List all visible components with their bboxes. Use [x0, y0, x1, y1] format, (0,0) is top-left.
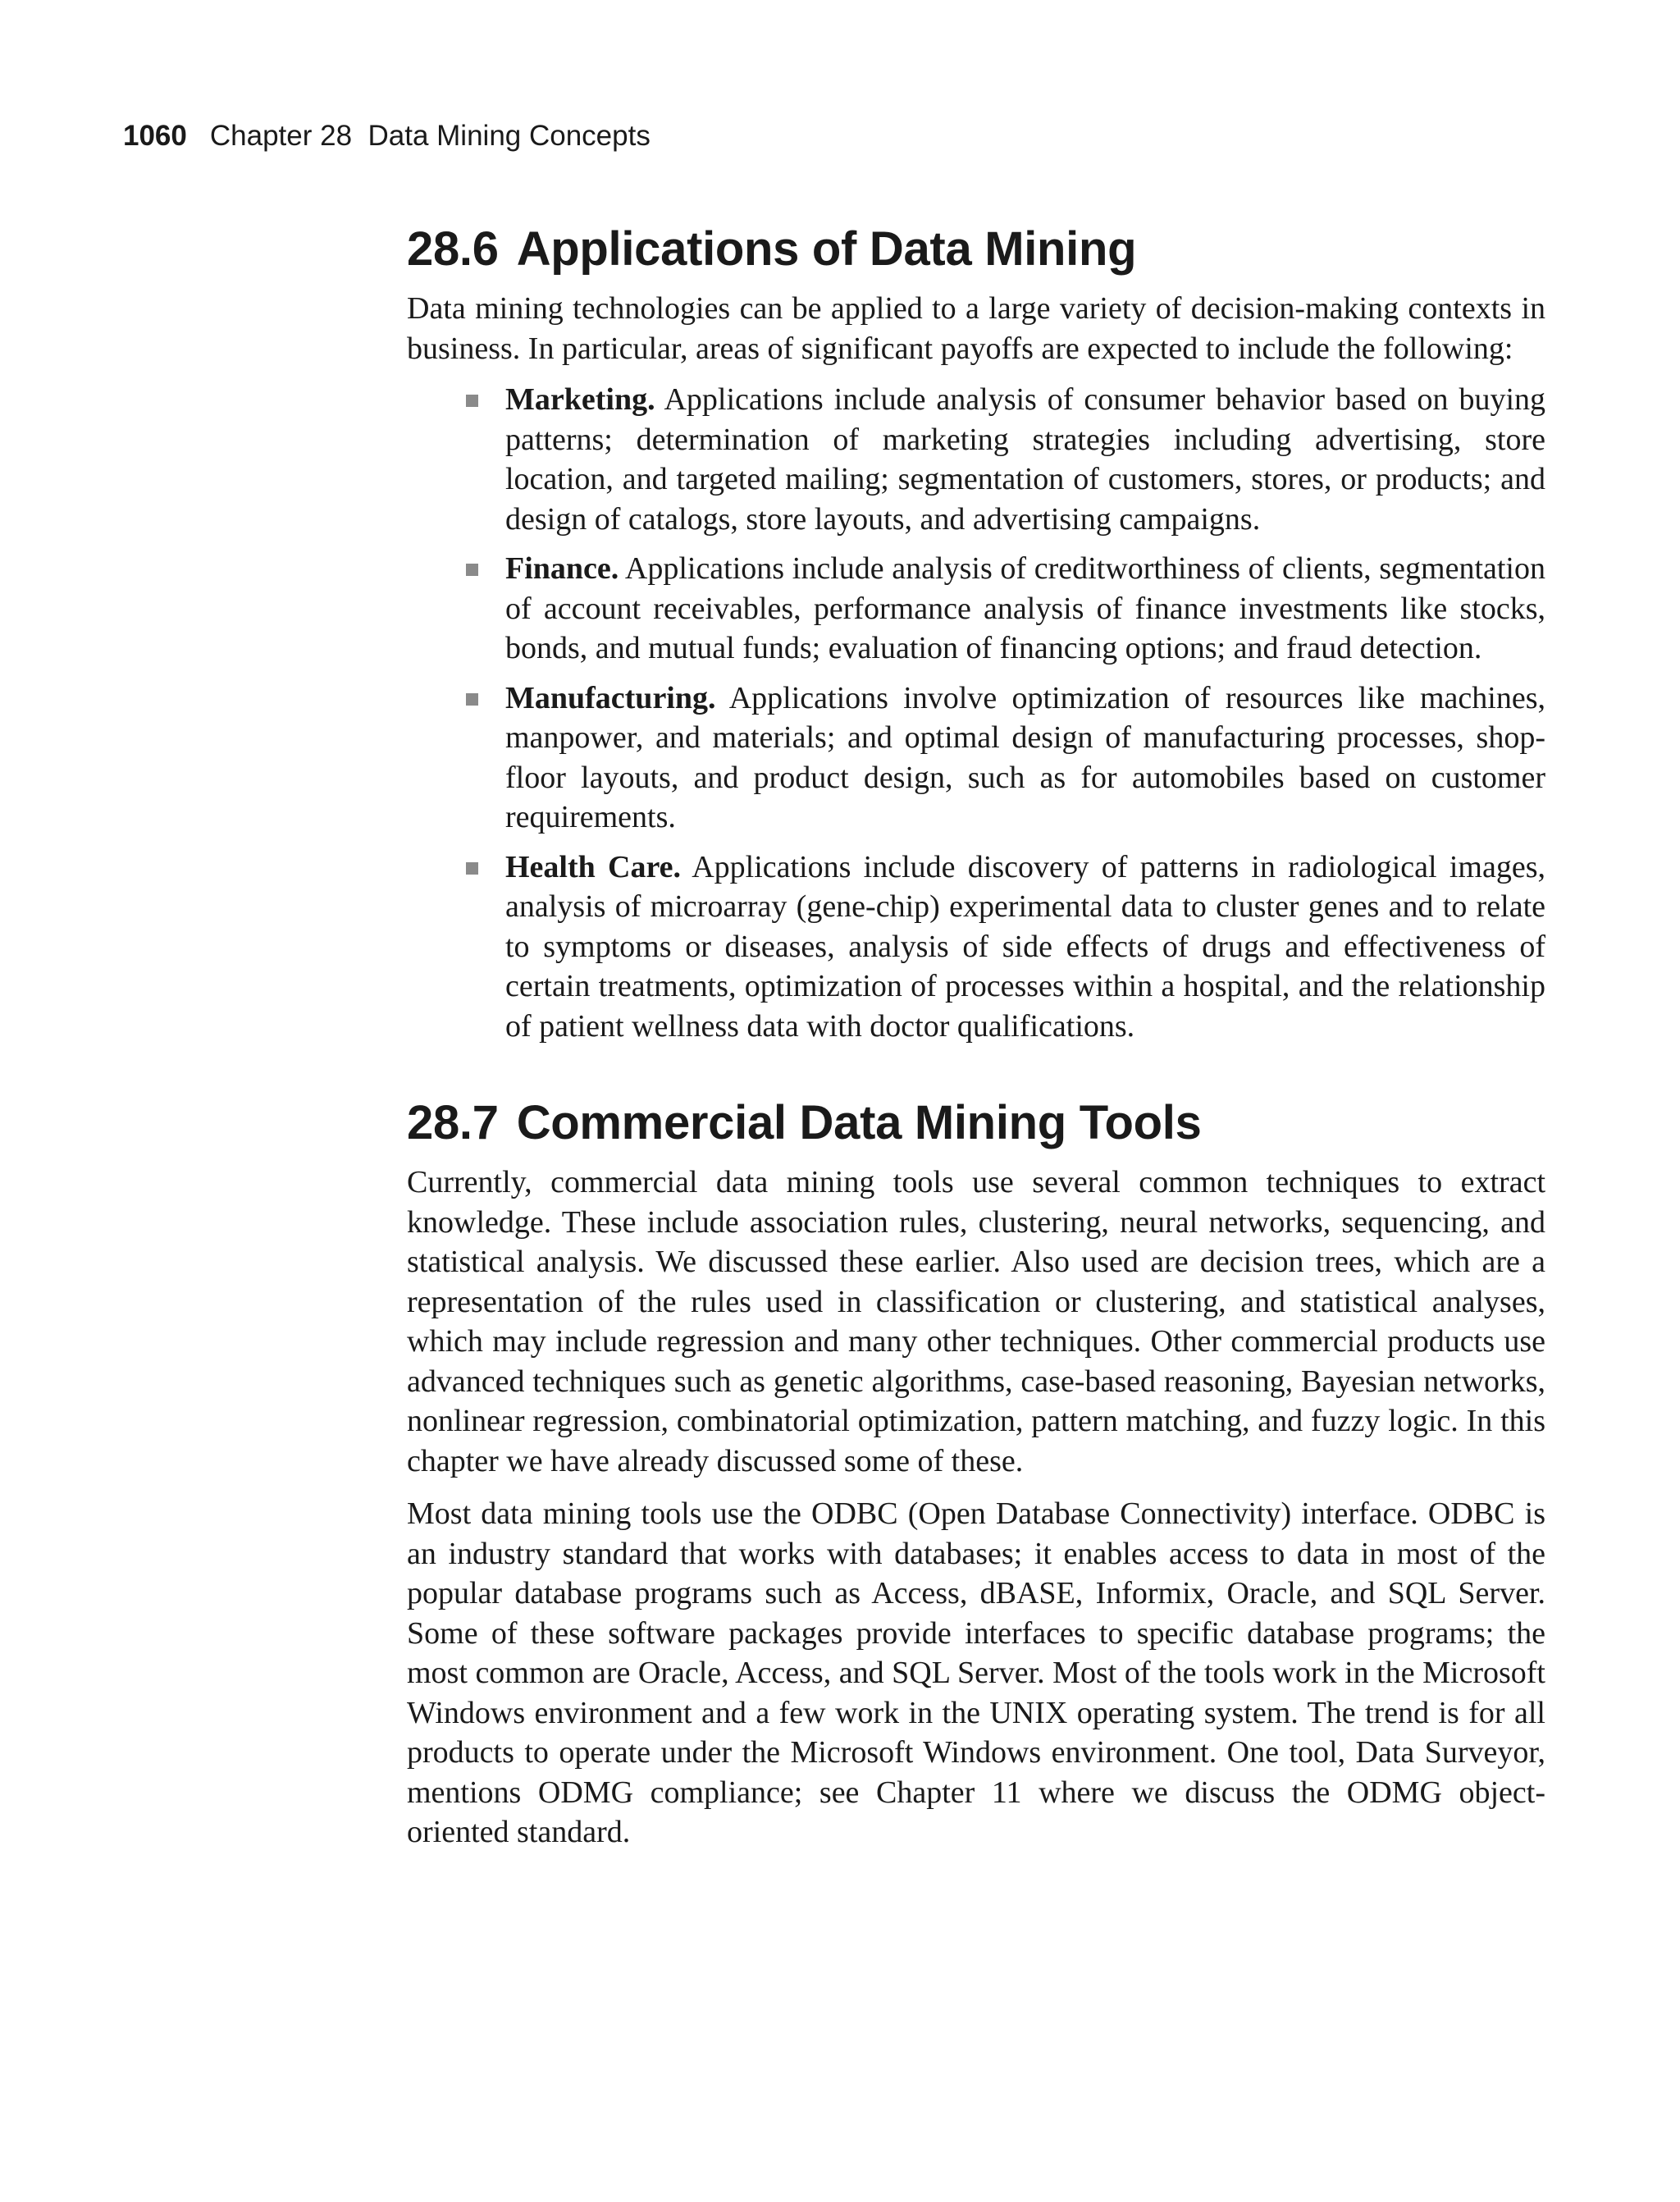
section-heading-28-6 [407, 218, 1545, 281]
section-title: Applications of Data Mining [516, 222, 1137, 276]
list-item [505, 678, 1545, 838]
list-item-term: Marketing. [505, 382, 655, 417]
body-paragraph: Currently, commercial data mining tools use several common techniques to extract knowledge. These include association rules, clustering, neural networks, sequencing, and statistical analysis. We discussed these earlier. Also used are decision trees, which are a representation of the rules used in classification or clustering, and statistical analyses, which may include regression and many other techniques. Other commercial products use advanced techniques such as genetic algorithms, case-based reasoning, Bayesian networks, nonlinear regression, combinatorial optimization, pattern matching, and fuzzy logic. In this chapter we have already discussed some of these. [407, 1165, 1545, 1478]
page-body [407, 218, 1545, 1853]
list-item [505, 847, 1545, 1047]
list-item-term: Manufacturing. [505, 680, 716, 715]
applications-list [407, 380, 1545, 1046]
list-item-term: Finance. [505, 551, 619, 586]
intro-paragraph: Data mining technologies can be applied to a large variety of decision-making contexts in business. In particular, areas of significant payoffs are expected to include the following: [407, 291, 1545, 366]
list-item [505, 380, 1545, 539]
list-item-text: Applications include analysis of consumer behavior based on buying patterns; determination of marketing strategies including advertising, store location, and targeted mailing; segmentation of customers, stores, or products; and design of catalogs, store layouts, and advertising campaigns. [505, 382, 1545, 537]
chapter-title: Chapter 28 Data Mining Concepts [209, 120, 651, 152]
section-heading-28-7 [407, 1092, 1545, 1154]
square-bullet-icon [466, 693, 478, 706]
page-number: 1060 [123, 120, 187, 152]
body-paragraph: Most data mining tools use the ODBC (Open Database Connectivity) interface. ODBC is an industry standard that works with databases; it enables access to data in most of the popular database programs such as Access, dBASE, Informix, Oracle, and SQL Server. Some of these software packages provide interfaces to specific database programs; the most common are Oracle, Access, and SQL Server. Most of the tools work in the Microsoft Windows environment and a few work in the UNIX operating system. The trend is for all products to operate under the Microsoft Windows environment. One tool, Data Surveyor, mentions ODMG compliance; see Chapter 11 where we discuss the ODMG object-oriented standard. [407, 1496, 1545, 1849]
square-bullet-icon [466, 862, 478, 875]
list-item-text: Applications involve optimization of resources like machines, manpower, and materials; and optimal design of manufacturing processes, shop-floor layouts, and product design, such as for automobiles based on customer requirements. [505, 680, 1545, 834]
section-title: Commercial Data Mining Tools [516, 1096, 1202, 1149]
square-bullet-icon [466, 395, 478, 407]
list-item [505, 549, 1545, 669]
running-head [123, 118, 651, 154]
list-item-text: Applications include analysis of creditworthiness of clients, segmentation of account receivables, performance analysis of finance investments like stocks, bonds, and mutual funds; evaluation of financing options; and fraud detection. [505, 551, 1545, 665]
section-number: 28.6 [407, 222, 499, 276]
section-number: 28.7 [407, 1096, 499, 1149]
square-bullet-icon [466, 564, 478, 576]
list-item-text: Applications include discovery of patterns in radiological images, analysis of microarray (gene-chip) experimental data to cluster genes and to relate to symptoms or diseases, analysis of side effects of drugs and effectiveness of certain treatments, optimization of processes within a hospital, and the relationship of patient wellness data with doctor qualifications. [505, 849, 1545, 1044]
list-item-term: Health Care. [505, 849, 682, 884]
